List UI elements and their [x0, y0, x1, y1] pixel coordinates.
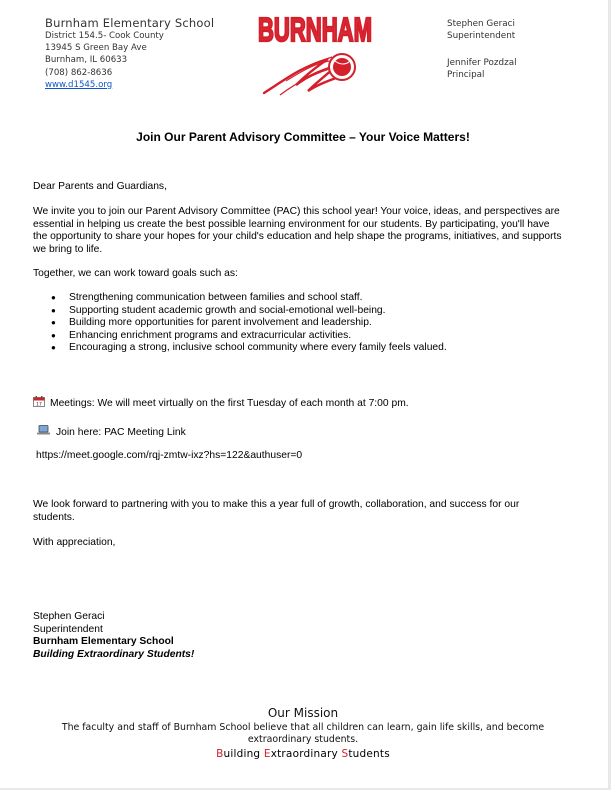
svg-text:17: 17 — [36, 402, 42, 407]
signature-school: Burnham Elementary School — [33, 636, 174, 648]
signature-title: Superintendent — [33, 623, 103, 635]
logo-wordmark-fill: BURNHAM — [258, 11, 372, 48]
intro-paragraph: We invite you to join our Parent Advisory Committee (PAC) this school year! Your voice, ideas, and perspectives are essential in helping us create the best possible learning environment for our students. By participating, you'll have the opportunity to share your hopes for your child's education and help shape the programs, initiatives, and supports we bring to life. — [33, 206, 562, 255]
flaming-ball-icon — [264, 54, 355, 95]
calendar-icon — [33, 396, 45, 407]
letterhead-principal-title: Principal — [447, 70, 485, 81]
letterhead-website-link[interactable]: www.d1545.org — [45, 79, 113, 90]
meeting-url[interactable]: https://meet.google.com/rqj-zmtw-ixz?hs=122&authuser=0 — [36, 450, 303, 461]
meetings-line — [33, 396, 563, 411]
join-line — [37, 425, 567, 440]
logo-wordmark: BURNHAM — [258, 11, 372, 48]
join-text[interactable]: Join here: PAC Meeting Link — [56, 427, 186, 438]
closing-paragraph: We look forward to partnering with you to make this a year full of growth, collaboration, and success for our students. — [33, 499, 520, 523]
signature-block — [33, 611, 194, 661]
letterhead-street: 13945 S Green Bay Ave — [45, 43, 147, 54]
letter-title: Join Our Parent Advisory Committee – Your Voice Matters! — [136, 130, 470, 144]
letterhead-district: District 154.5- Cook County — [45, 31, 164, 41]
laptop-icon — [37, 425, 50, 435]
list-item: ● Supporting student academic growth and social-emotional well-being. — [33, 305, 447, 318]
mission-footer — [30, 706, 576, 760]
burnham-logo — [256, 9, 374, 97]
greeting: Dear Parents and Guardians, — [33, 181, 167, 192]
mission-title: Our Mission — [267, 706, 339, 720]
goals-intro: Together, we can work toward goals such as: — [33, 268, 238, 279]
letterhead-principal-name: Jennifer Pozdzal — [447, 57, 517, 68]
signature-tagline: Building Extraordinary Students! — [33, 648, 195, 660]
list-item: ● Strengthening communication between families and school staff. — [33, 292, 447, 305]
signoff: With appreciation, — [33, 537, 116, 548]
meetings-text: Meetings: We will meet virtually on the first Tuesday of each month at 7:00 pm. — [50, 398, 409, 409]
list-item: ● Building more opportunities for parent involvement and leadership. — [33, 317, 447, 330]
signature-name: Stephen Geraci — [33, 611, 105, 622]
letterhead-officials-block — [447, 18, 517, 82]
letterhead-school-name: Burnham Elementary School — [45, 16, 215, 30]
list-item: ● Enhancing enrichment programs and extracurricular activities. — [33, 330, 447, 343]
letterhead-superintendent-title: Superintendent — [447, 31, 516, 42]
mission-text: The faculty and staff of Burnham School believe that all children can learn, gain life skills, and become extraordinary students. — [61, 722, 545, 745]
letterhead-address-block — [45, 16, 214, 91]
list-item: ● Encouraging a strong, inclusive school community where every family feels valued. — [33, 342, 447, 355]
mission-motto: Building Extraordinary Students — [216, 748, 390, 760]
letterhead-phone: (708) 862-8636 — [45, 67, 113, 78]
letterhead-city: Burnham, IL 60633 — [45, 55, 128, 66]
goals-list — [33, 292, 447, 355]
letterhead-superintendent-name: Stephen Geraci — [447, 19, 515, 29]
